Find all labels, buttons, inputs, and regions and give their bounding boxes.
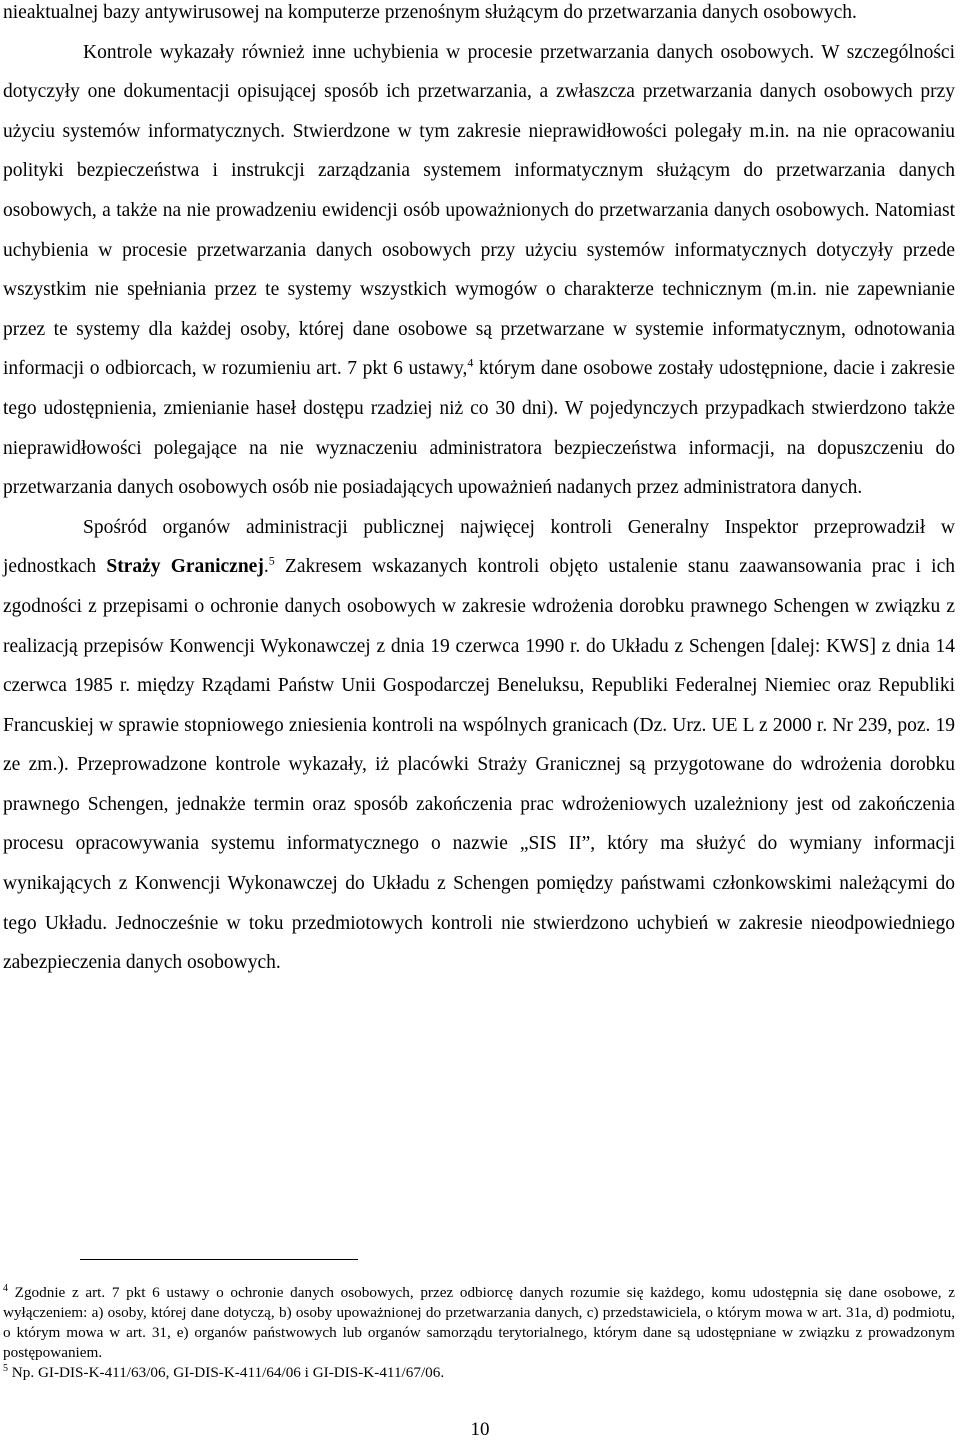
institution-name-bold: Straży Granicznej bbox=[106, 556, 264, 578]
paragraph-straz-text-after: Zakresem wskazanych kontroli objęto ustalenie stanu zaawansowania prac i ich zgodności z przepisami o ochronie danych osobowych w zakresie wdrożenia dorobku prawnego Schengen w związku z realizacją przepisów Konwencji Wykonawczej z dnia 19 czerwca 1990 r. do Układu z Schengen [dalej: KWS] z dnia 14 czerwca 1985 r. między Rządami Państw Unii Gospodarczej Beneluksu, Republiki Federalnej Niemiec oraz Republiki Francuskiej w sprawie stopniowego zniesienia kontroli na wspólnych granicach (Dz. Urz. UE L z 2000 r. Nr 239, poz. 19 ze zm.). Przeprowadzone kontrole wykazały, iż placówki Straży Granicznej są przygotowane do wdrożenia dorobku prawnego Schengen, jednakże termin oraz sposób zakończenia prac wdrożeniowych uzależniony jest od zakończenia procesu opracowywania systemu informatycznego o nazwie „SIS II”, który ma służyć do wymiany informacji wynikających z Konwencji Wykonawczej do Układu z Schengen pomiędzy państwami członkowskimi należącymi do tego Układu. Jednocześnie w toku przedmiotowych kontroli nie stwierdzono uchybień w zakresie nieodpowiedniego zabezpieczenia danych osobowych. bbox=[3, 556, 955, 974]
paragraph-kontrole bbox=[3, 33, 955, 508]
body-text bbox=[3, 0, 955, 983]
paragraph-kontrole-text-after: którym dane osobowe zostały udostępnione, dacie i zakresie tego udostępnienia, zmienianie haseł dostępu rzadziej niż co 30 dni). W pojedynczych przypadkach stwierdzono także nieprawidłowości polegające na nie wyznaczeniu administratora bezpieczeństwa informacji, na dopuszczeniu do przetwarzania danych osobowych osób nie posiadających upoważnień nadanych przez administratora danych. bbox=[3, 358, 955, 499]
footnote-ref-4[interactable]: 4 bbox=[467, 355, 474, 370]
footnote-5-text: Np. GI-DIS-K-411/63/06, GI-DIS-K-411/64/06 i GI-DIS-K-411/67/06. bbox=[8, 1364, 445, 1381]
footnote-4 bbox=[3, 1283, 955, 1363]
paragraph-straz-dot: . bbox=[263, 556, 269, 578]
paragraph-continued: nieaktualnej bazy antywirusowej na komputerze przenośnym służącym do przetwarzania danych osobowych. bbox=[3, 2, 857, 23]
paragraph-straz-text: Spośród organów administracji publicznej najwięcej kontroli Generalny Inspektor przeprowadził w jednostkach bbox=[3, 516, 955, 578]
footnote-separator bbox=[80, 1259, 358, 1260]
page-number: 10 bbox=[470, 1419, 490, 1440]
footnotes bbox=[3, 1283, 955, 1383]
paragraph-kontrole-text: Kontrole wykazały również inne uchybienia w procesie przetwarzania danych osobowych. W szczególności dotyczyły one dokumentacji opisującej sposób ich przetwarzania, a zwłaszcza przetwarzania danych osobowych przy użyciu systemów informatycznych. Stwierdzone w tym zakresie nieprawidłowości polegały m.in. na nie opracowaniu polityki bezpieczeństwa i instrukcji zarządzania systemem informatycznym służącym do przetwarzania danych osobowych, a także na nie prowadzeniu ewidencji osób upoważnionych do przetwarzania danych osobowych. Natomiast uchybienia w procesie przetwarzania danych osobowych przy użyciu systemów informatycznych dotyczyły przede wszystkim nie spełniania przez te systemy wszystkich wymogów o charakterze technicznym (m.in. nie zapewnianie przez te systemy dla każdej osoby, której dane osobowe są przetwarzane w systemie informatycznym, odnotowania informacji o odbiorcach, w rozumieniu art. 7 pkt 6 ustawy, bbox=[3, 41, 955, 380]
footnote-ref-5[interactable]: 5 bbox=[268, 553, 275, 568]
footnote-5 bbox=[3, 1363, 955, 1383]
footnote-4-text: Zgodnie z art. 7 pkt 6 ustawy o ochronie danych osobowych, przez odbiorcę danych rozumie się każdego, komu udostępnia się dane osobowe, z wyłączeniem: a) osoby, której dane dotyczą, b) osoby upoważnionej do przetwarzania danych, c) przedstawiciela, o którym mowa w art. 31a, d) podmiotu, o którym mowa w art. 31, e) organów państwowych lub organów samorządu terytorialnego, którym dane są udostępniane w związku z prowadzonym postępowaniem. bbox=[3, 1284, 955, 1361]
footnote-4-number: 4 bbox=[3, 1282, 8, 1294]
footnote-5-number: 5 bbox=[3, 1362, 8, 1374]
paragraph-straz-graniczna bbox=[3, 508, 955, 983]
